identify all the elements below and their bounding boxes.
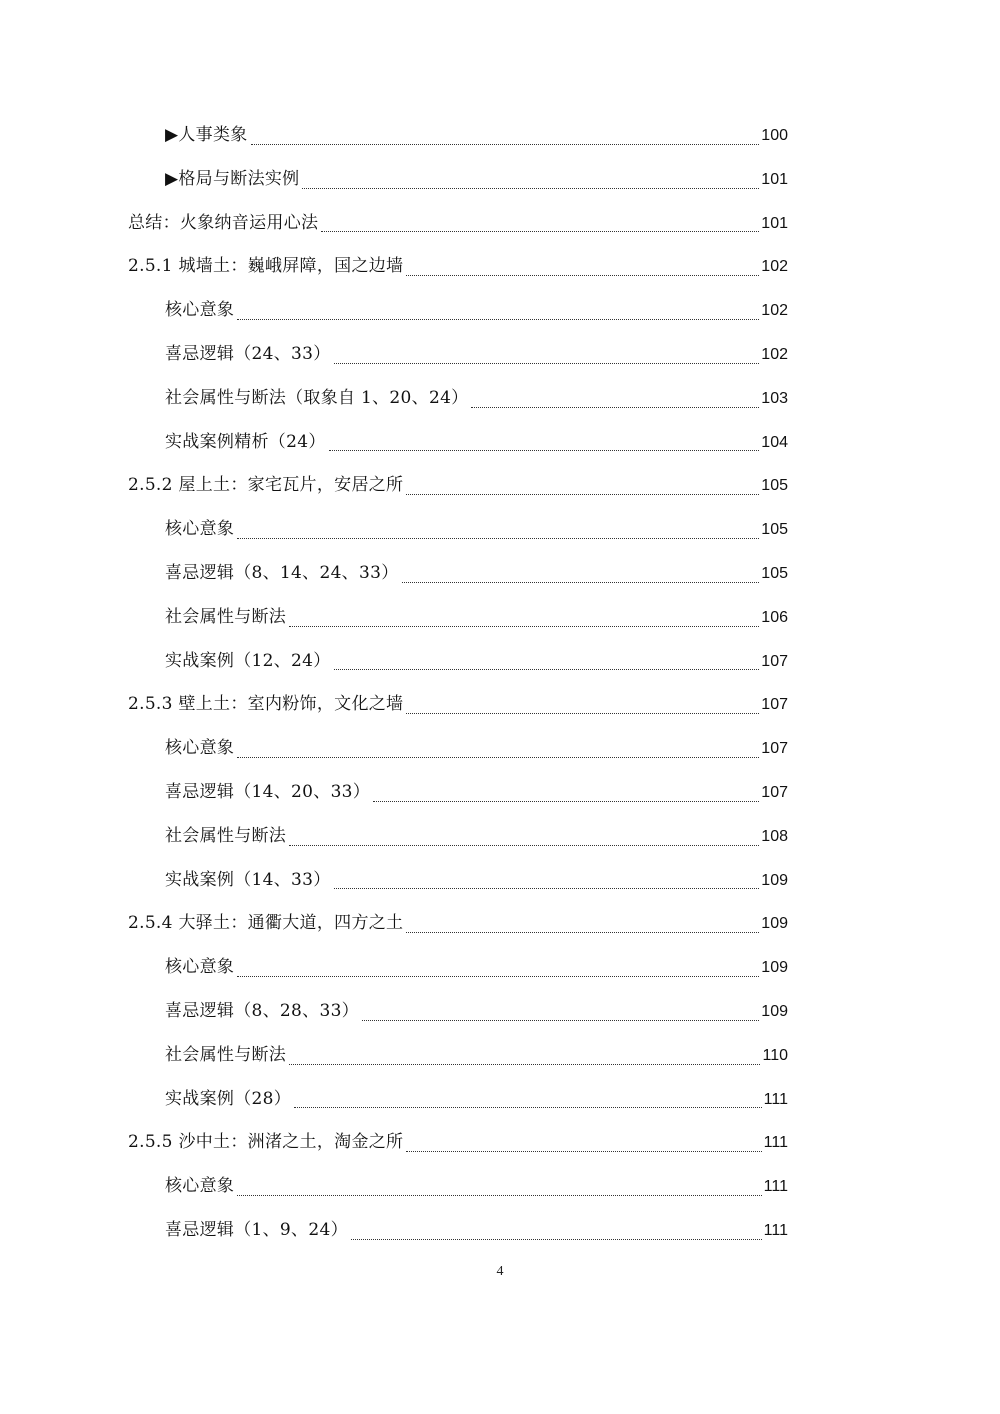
toc-entry-page-number: 108	[761, 827, 788, 845]
toc-entry-page-number: 109	[761, 915, 788, 933]
dot-leader	[406, 931, 759, 933]
toc-entry-page-number: 102	[761, 345, 788, 363]
dot-leader	[329, 449, 760, 451]
dot-leader	[237, 1194, 761, 1196]
dot-leader	[406, 1150, 761, 1152]
dot-leader	[334, 887, 760, 889]
toc-entry-title: 2.5.2 屋上土：家宅瓦片，安居之所	[128, 475, 404, 496]
toc-entry-title: 喜忌逻辑（8、14、24、33）	[165, 562, 399, 583]
toc-entry-title: 实战案例（14、33）	[165, 869, 331, 890]
toc-entry-title: ▶人事类象	[165, 125, 248, 145]
toc-entry-title: 实战案例精析（24）	[165, 431, 326, 452]
toc-entry-page-number: 100	[761, 127, 788, 144]
toc-entry-title: 总结：火象纳音运用心法	[128, 212, 319, 233]
toc-subsection-entry[interactable]	[128, 1209, 788, 1253]
toc-entry-title: 社会属性与断法	[165, 1044, 287, 1065]
toc-entry-page-number: 110	[762, 1046, 788, 1064]
toc-entry-page-number: 102	[761, 258, 788, 276]
toc-entry-page-number: 107	[761, 652, 788, 670]
toc-entry-page-number: 111	[763, 1178, 788, 1196]
dot-leader	[321, 230, 759, 232]
dot-leader	[251, 143, 760, 145]
toc-entry-page-number: 107	[761, 696, 788, 714]
toc-subsection-entry[interactable]	[128, 289, 788, 333]
toc-entry-title: 2.5.1 城墙土：巍峨屏障，国之边墙	[128, 256, 404, 277]
toc-entry-page-number: 109	[761, 871, 788, 889]
toc-entry-title: 核心意象	[165, 519, 235, 540]
toc-entry-title: 社会属性与断法	[165, 606, 287, 627]
dot-leader	[237, 537, 759, 539]
dot-leader	[237, 318, 759, 320]
toc-entry-page-number: 105	[761, 521, 788, 539]
dot-leader	[402, 581, 760, 583]
dot-leader	[471, 406, 759, 408]
toc-entry-title: 喜忌逻辑（14、20、33）	[165, 781, 371, 802]
toc-entry-title: 核心意象	[165, 300, 235, 321]
dot-leader	[351, 1238, 762, 1240]
dot-leader	[289, 1063, 760, 1065]
dot-leader	[334, 668, 760, 670]
dot-leader	[294, 1106, 762, 1108]
toc-entry-title: 喜忌逻辑（8、28、33）	[165, 1000, 359, 1021]
toc-entry-title: 社会属性与断法（取象自 1、20、24）	[165, 387, 469, 408]
toc-entry-page-number: 101	[761, 170, 788, 188]
toc-entry-title: 实战案例（12、24）	[165, 650, 331, 671]
dot-leader	[334, 362, 760, 364]
toc-entry-title: 2.5.4 大驿土：通衢大道，四方之土	[128, 913, 404, 934]
toc-subsection-entry[interactable]	[128, 333, 788, 377]
toc-entry-page-number: 105	[761, 477, 788, 495]
toc-subsection-entry[interactable]	[128, 1165, 788, 1209]
dot-leader	[406, 493, 759, 495]
toc-entry-title: 社会属性与断法	[165, 825, 287, 846]
dot-leader	[362, 1019, 759, 1021]
toc-entry-page-number: 107	[761, 740, 788, 758]
toc-entry-title: 核心意象	[165, 957, 235, 978]
toc-entry-title: 实战案例（28）	[165, 1088, 292, 1109]
toc-entry-title: 核心意象	[165, 738, 235, 759]
toc-section-entry[interactable]	[128, 464, 788, 508]
toc-entry-page-number: 105	[761, 564, 788, 582]
toc-subsection-entry[interactable]	[128, 552, 788, 596]
toc-subsection-entry[interactable]	[128, 640, 788, 684]
toc-section-entry[interactable]	[128, 245, 788, 289]
toc-section-entry[interactable]	[128, 683, 788, 727]
dot-leader	[406, 712, 759, 714]
toc-section-entry[interactable]	[128, 1121, 788, 1165]
toc-section-entry[interactable]	[128, 202, 788, 246]
toc-subsection-entry[interactable]	[128, 114, 788, 158]
toc-entry-title: 喜忌逻辑（24、33）	[165, 343, 331, 364]
dot-leader	[237, 756, 759, 758]
toc-subsection-entry[interactable]	[128, 421, 788, 465]
dot-leader	[289, 625, 759, 627]
toc-subsection-entry[interactable]	[128, 1078, 788, 1122]
toc-entry-page-number: 101	[761, 214, 788, 232]
table-of-contents	[128, 114, 788, 1253]
dot-leader	[373, 800, 759, 802]
toc-subsection-entry[interactable]	[128, 990, 788, 1034]
toc-entry-title: ▶格局与断法实例	[165, 168, 300, 189]
toc-entry-page-number: 104	[761, 433, 788, 451]
toc-entry-page-number: 102	[761, 302, 788, 320]
toc-subsection-entry[interactable]	[128, 596, 788, 640]
toc-subsection-entry[interactable]	[128, 727, 788, 771]
dot-leader	[289, 844, 759, 846]
toc-subsection-entry[interactable]	[128, 158, 788, 202]
toc-section-entry[interactable]	[128, 902, 788, 946]
toc-subsection-entry[interactable]	[128, 859, 788, 903]
toc-entry-title: 喜忌逻辑（1、9、24）	[165, 1219, 348, 1240]
toc-subsection-entry[interactable]	[128, 771, 788, 815]
toc-entry-title: 核心意象	[165, 1176, 235, 1197]
toc-entry-page-number: 111	[763, 1134, 788, 1152]
toc-entry-page-number: 111	[763, 1221, 788, 1239]
toc-subsection-entry[interactable]	[128, 508, 788, 552]
toc-entry-page-number: 106	[761, 608, 788, 626]
dot-leader	[237, 975, 759, 977]
dot-leader	[302, 187, 759, 189]
toc-entry-page-number: 109	[761, 1002, 788, 1020]
dot-leader	[406, 274, 759, 276]
toc-entry-page-number: 103	[761, 389, 788, 407]
toc-entry-page-number: 109	[761, 959, 788, 977]
page-number: 4	[496, 1264, 504, 1279]
toc-subsection-entry[interactable]	[128, 377, 788, 421]
toc-entry-title: 2.5.5 沙中土：洲渚之土，淘金之所	[128, 1132, 404, 1153]
toc-entry-page-number: 107	[761, 783, 788, 801]
toc-subsection-entry[interactable]	[128, 1034, 788, 1078]
toc-entry-page-number: 111	[763, 1090, 788, 1108]
toc-subsection-entry[interactable]	[128, 815, 788, 859]
toc-entry-title: 2.5.3 壁上土：室内粉饰，文化之墙	[128, 694, 404, 715]
toc-subsection-entry[interactable]	[128, 946, 788, 990]
